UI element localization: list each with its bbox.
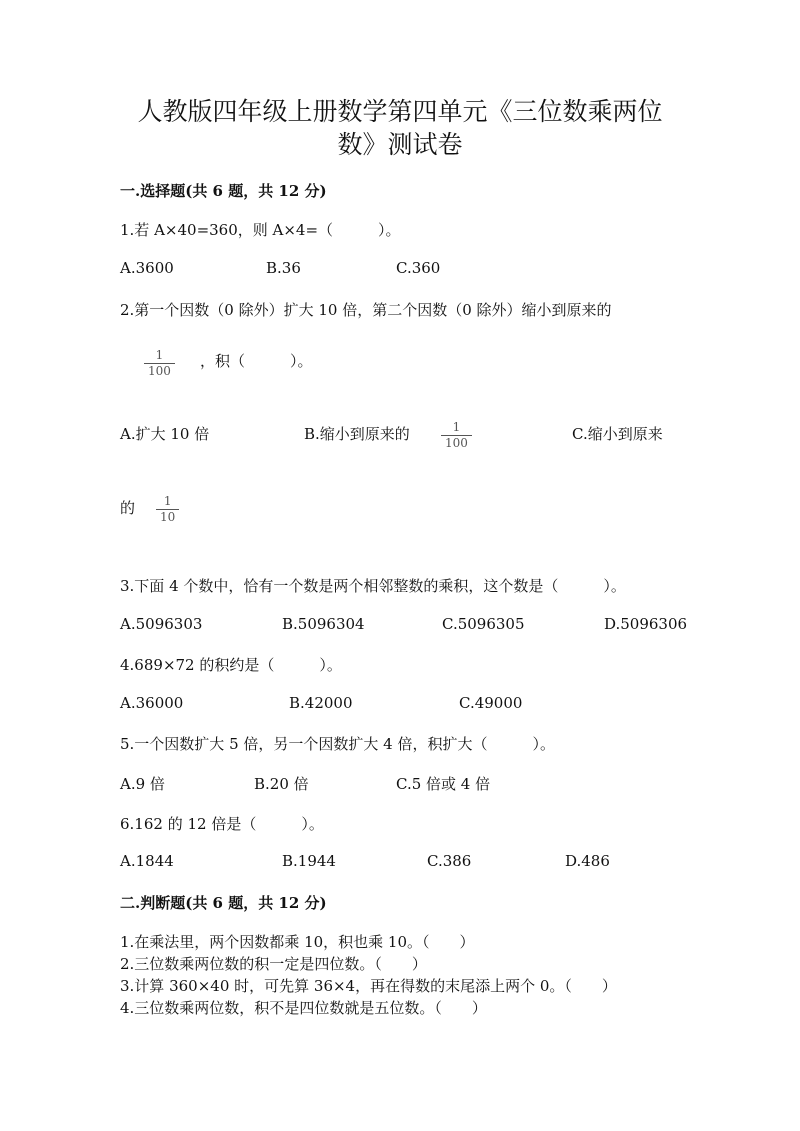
page-title-line1: 人教版四年级上册数学第四单元《三位数乘两位: [137, 97, 663, 126]
q2-fraction: $\frac{1}{100}$: [146, 344, 173, 378]
q5-option-a[interactable]: A.9 倍: [120, 775, 165, 793]
q3-option-c[interactable]: C.5096305: [442, 615, 525, 633]
question-5: 5.一个因数扩大 5 倍，另一个因数扩大 4 倍，积扩大（ ）。: [120, 735, 555, 753]
judge-item-4: 4.三位数乘两位数，积不是四位数就是五位数。（ ）: [120, 999, 487, 1017]
question-2: 2.第一个因数（0 除外）扩大 10 倍，第二个因数（0 除外）缩小到原来的: [120, 301, 612, 319]
q4-option-b[interactable]: B.42000: [289, 694, 353, 712]
q2-option-c[interactable]: C.缩小到原来: [572, 425, 663, 443]
question-6: 6.162 的 12 倍是（ ）。: [120, 815, 324, 833]
q6-option-b[interactable]: B.1944: [282, 852, 336, 870]
judge-item-2: 2.三位数乘两位数的积一定是四位数。（ ）: [120, 955, 427, 973]
judge-item-3: 3.计算 360×40 时，可先算 36×4，再在得数的末尾添上两个 0。（ ）: [120, 977, 617, 995]
question-1: 1.若 A×40=360，则 A×4=（ ）。: [120, 221, 401, 239]
q2-option-b[interactable]: B.缩小到原来的: [304, 425, 410, 443]
section-heading-choice: 一.选择题(共 6 题，共 12 分): [120, 182, 327, 200]
q5-option-b[interactable]: B.20 倍: [254, 775, 309, 793]
question-4: 4.689×72 的积约是（ ）。: [120, 656, 342, 674]
q2-option-c-fraction: $\frac{1}{10}$: [158, 490, 177, 524]
q2-option-c-cont: 的: [120, 499, 136, 517]
q1-option-b[interactable]: B.36: [266, 259, 301, 277]
q1-option-a[interactable]: A.3600: [120, 259, 174, 277]
section-heading-judge: 二.判断题(共 6 题，共 12 分): [120, 894, 327, 912]
q1-option-c[interactable]: C.360: [396, 259, 441, 277]
question-2-tail: ，积（ ）。: [200, 352, 313, 370]
q5-option-c[interactable]: C.5 倍或 4 倍: [396, 775, 491, 793]
q3-option-b[interactable]: B.5096304: [282, 615, 365, 633]
page-title-line2: 数》测试卷: [337, 130, 463, 159]
q4-option-a[interactable]: A.36000: [120, 694, 184, 712]
q2-option-b-fraction: $\frac{1}{100}$: [443, 416, 470, 450]
q4-option-c[interactable]: C.49000: [459, 694, 523, 712]
q6-option-d[interactable]: D.486: [565, 852, 610, 870]
q2-option-a[interactable]: A.扩大 10 倍: [120, 425, 210, 443]
q6-option-c[interactable]: C.386: [427, 852, 472, 870]
judge-item-1: 1.在乘法里，两个因数都乘 10，积也乘 10。（ ）: [120, 933, 475, 951]
q6-option-a[interactable]: A.1844: [120, 852, 174, 870]
q3-option-d[interactable]: D.5096306: [604, 615, 688, 633]
question-3: 3.下面 4 个数中，恰有一个数是两个相邻整数的乘积，这个数是（ ）。: [120, 577, 626, 595]
q3-option-a[interactable]: A.5096303: [120, 615, 203, 633]
